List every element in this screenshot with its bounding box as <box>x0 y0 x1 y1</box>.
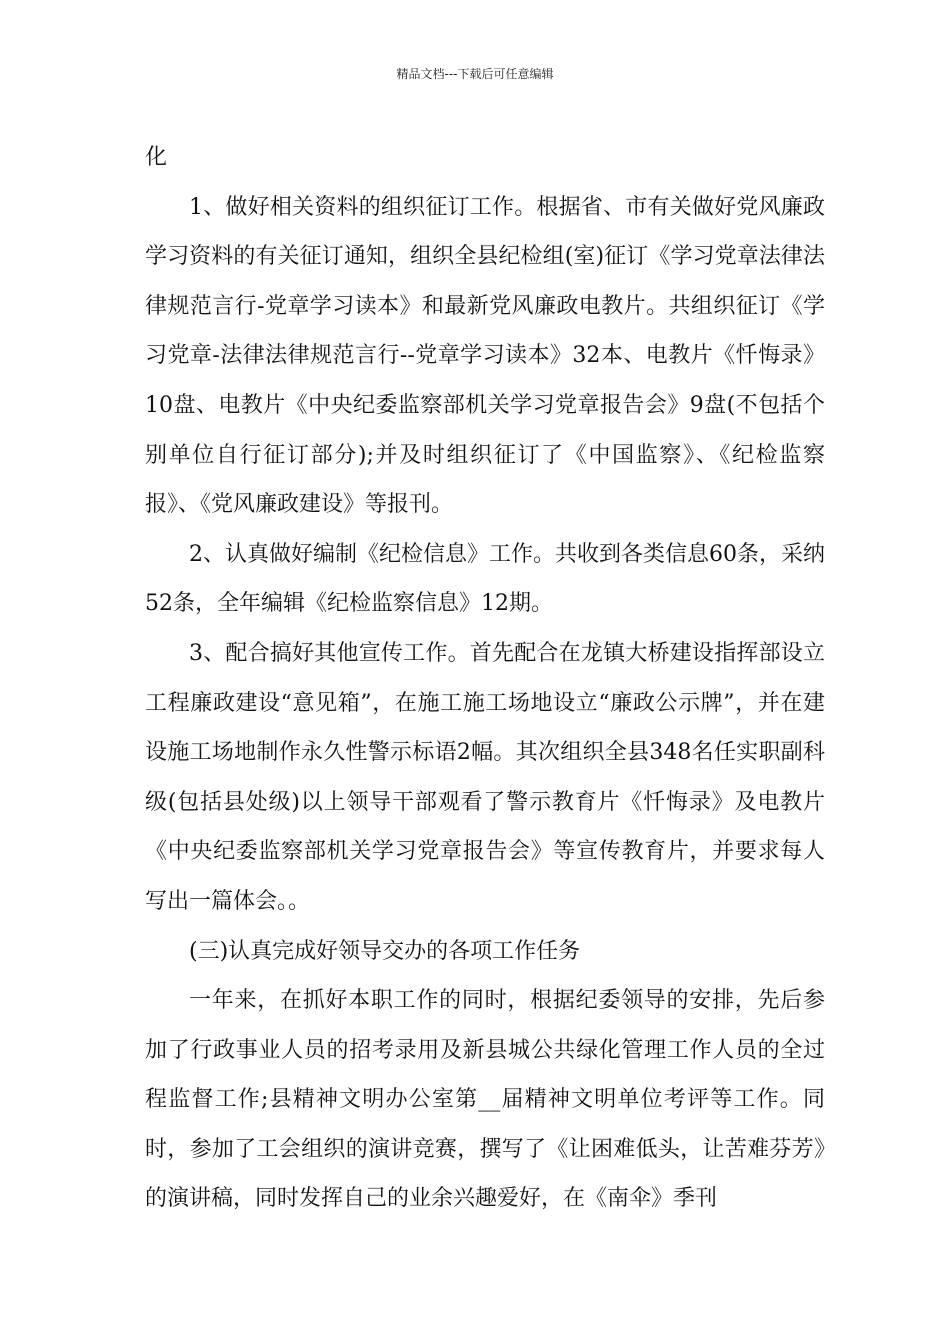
document-body <box>145 133 825 1224</box>
paragraph-continuation: 化 <box>145 145 168 170</box>
paragraph-item-3: 3、配合搞好其他宣传工作。首先配合在龙镇大桥建设指挥部设立工程廉政建设“意见箱”，在施工施工场地设立“廉政公示牌”，并在建设施工场地制作永久性警示标语2幅。其次组织全县348名任实职副科级(包括县处级)以上领导干部观看了警示教育片《忏悔录》及电教片《中央纪委监察部机关学习党章报告会》等宣传教育片，并要求每人写出一篇体会。。 <box>145 640 825 914</box>
paragraph-summary: 一年来，在抓好本职工作的同时，根据纪委领导的安排，先后参加了行政事业人员的招考录用及新县城公共绿化管理工作人员的全过程监督工作;县精神文明办公室第__届精神文明单位考评等工作。同时，参加了工会组织的演讲竞赛，撰写了《让困难低头，让苦难芬芳》的演讲稿，同时发挥自己的业余兴趣爱好，在《南伞》季刊 <box>145 988 825 1212</box>
paragraph-item-2: 2、认真做好编制《纪检信息》工作。共收到各类信息60条，采纳52条，全年编辑《纪检监察信息》12期。 <box>145 541 825 617</box>
paragraph-item-1: 1、做好相关资料的组织征订工作。根据省、市有关做好党风廉政学习资料的有关征订通知，组织全县纪检组(室)征订《学习党章法律法律规范言行-党章学习读本》和最新党风廉政电教片。共组织征订《学习党章-法律法律规范言行--党章学习读本》32本、电教片《忏悔录》10盘、电教片《中央纪委监察部机关学习党章报告会》9盘(不包括个别单位自行征订部分);并及时组织征订了《中国监察》、《纪检监察报》、《党风廉政建设》等报刊。 <box>145 194 825 518</box>
page-header: 精品文档---下载后可任意编辑 <box>396 67 554 81</box>
section-heading: (三)认真完成好领导交办的各项工作任务 <box>189 938 581 964</box>
